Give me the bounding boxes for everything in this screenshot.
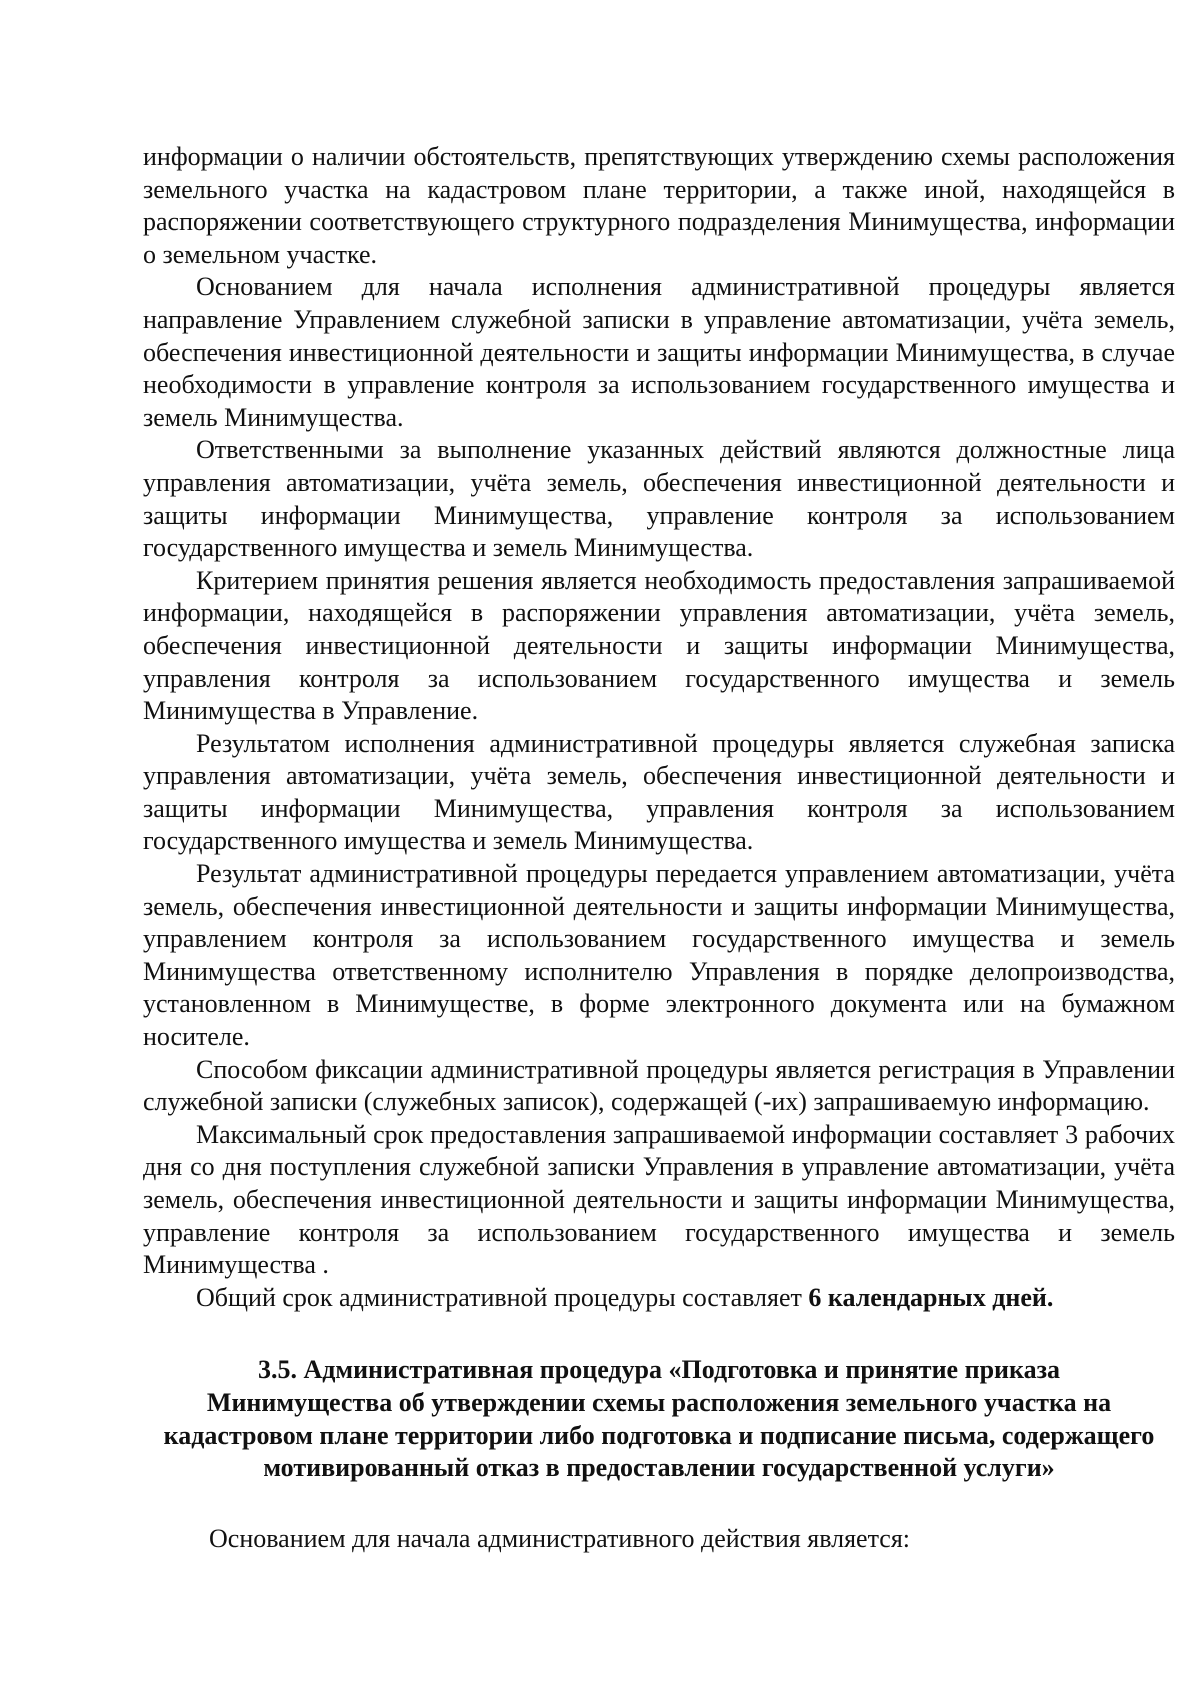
total-term-text: Общий срок административной процедуры составляет xyxy=(196,1282,809,1312)
total-term-bold: 6 календарных дней. xyxy=(808,1282,1054,1312)
paragraph-max-term: Максимальный срок предоставления запрашиваемой информации составляет 3 рабочих дня со дня поступления служебной записки Управления в управление автоматизации, учёта земель, обеспечения инвестиционной деятельности и защиты информации Минимущества, управление контроля за использованием государственного имущества и земель Минимущества . xyxy=(143,1119,1175,1280)
paragraph-result-transfer: Результат административной процедуры передается управлением автоматизации, учёта земель, обеспечения инвестиционной деятельности и защиты информации Минимущества, управлением контроля за использованием государственного имущества и земель Минимущества ответственному исполнителю Управления в порядке делопроизводства, установленном в Минимуществе, в форме электронного документа или на бумажном носителе. xyxy=(143,859,1175,1052)
paragraph-basis: Основанием для начала исполнения административной процедуры является направление Управлением служебной записки в управление автоматизации, учёта земель, обеспечения инвестиционной деятельности и защиты информации Минимущества, в случае необходимости в управление контроля за использованием государственного имущества и земель Минимущества. xyxy=(143,272,1175,432)
paragraph-fixation: Способом фиксации административной процедуры является регистрация в Управлении служебной записки (служебных записок), содержащей (-их) запрашиваемую информацию. xyxy=(143,1054,1175,1117)
paragraph-result: Результатом исполнения административной процедуры является служебная записка управления автоматизации, учёта земель, обеспечения инвестиционной деятельности и защиты информации Минимущества, управления контроля за использованием государственного имущества и земель Минимущества. xyxy=(143,728,1175,856)
paragraph-criterion: Критерием принятия решения является необходимость предоставления запрашиваемой информации, находящейся в распоряжении управления автоматизации, учёта земель, обеспечения инвестиционной деятельности и защиты информации Минимущества, управления контроля за использованием государственного имущества и земель Минимущества в Управление. xyxy=(143,565,1175,726)
paragraph-final-line: Основанием для начала административного действия является: xyxy=(209,1523,910,1553)
paragraph-responsible: Ответственными за выполнение указанных действий являются должностные лица управления автоматизации, учёта земель, обеспечения инвестиционной деятельности и защиты информации Минимущества, управление контроля за использованием государственного имущества и земель Минимущества. xyxy=(143,435,1175,563)
paragraph-continuation: информации о наличии обстоятельств, препятствующих утверждению схемы расположения земельного участка на кадастровом плане территории, а также иной, находящейся в распоряжении соответствующего структурного подразделения Минимущества, информации о земельном участке. xyxy=(143,142,1175,269)
paragraph-total-term xyxy=(143,1282,1175,1315)
section-heading: 3.5. Административная процедура «Подготовка и принятие приказа Минимущества об утверждении схемы расположения земельного участка на кадастровом плане территории либо подготовка и подписание письма, содержащего мотивированный отказ в предоставлении государственной услуги» xyxy=(163,1355,1155,1483)
document-body xyxy=(143,141,1175,1555)
